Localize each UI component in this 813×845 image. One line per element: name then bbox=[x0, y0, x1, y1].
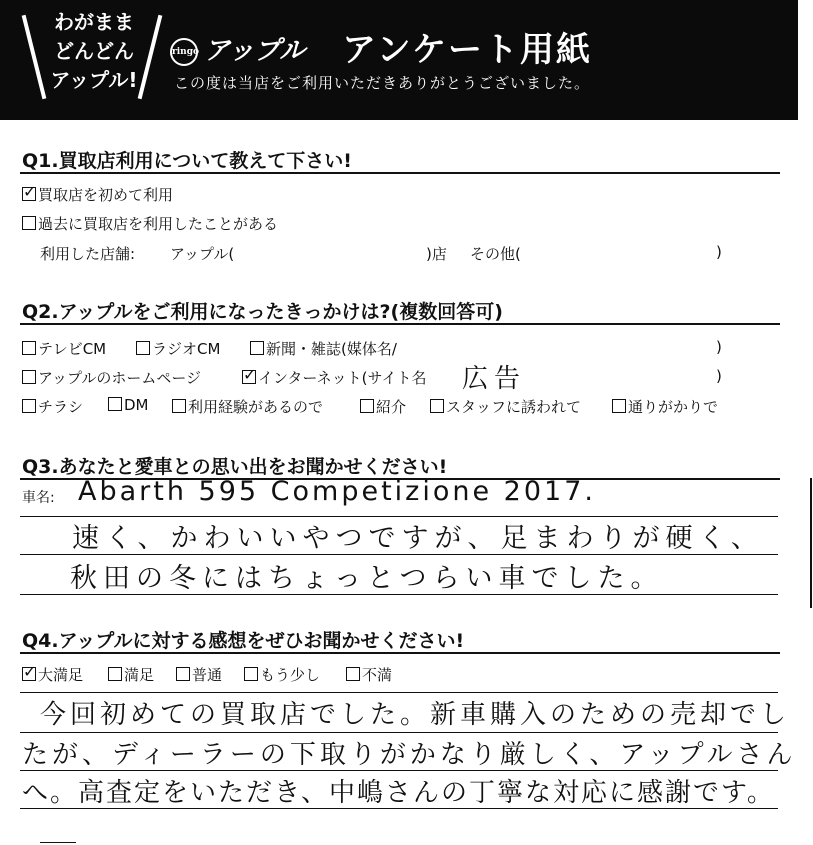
apple-logo-icon: ringo bbox=[170, 38, 198, 66]
option-label: 紹介 bbox=[376, 398, 407, 416]
option-label: アップルのホームページ bbox=[38, 369, 202, 387]
ruled-line bbox=[20, 732, 778, 733]
q2-option[interactable] bbox=[612, 396, 718, 417]
checkbox[interactable] bbox=[172, 399, 186, 413]
divider bbox=[20, 323, 780, 325]
checkbox-checked[interactable] bbox=[242, 370, 256, 384]
ruled-line bbox=[20, 808, 778, 809]
q2-option[interactable] bbox=[22, 338, 106, 359]
apple-logo bbox=[170, 30, 305, 67]
store-suffix: )店 bbox=[426, 245, 447, 263]
q2-option[interactable] bbox=[108, 396, 149, 414]
handwritten-site-name: 広告 bbox=[462, 364, 527, 394]
q2-option[interactable] bbox=[22, 396, 83, 417]
q4-option[interactable] bbox=[346, 664, 392, 685]
car-name-label: 車名: bbox=[22, 490, 55, 506]
checkbox[interactable] bbox=[22, 399, 36, 413]
checkbox[interactable] bbox=[108, 397, 122, 411]
q2-option[interactable] bbox=[430, 396, 581, 417]
option-label: 利用経験があるので bbox=[188, 398, 324, 416]
option-label: DM bbox=[124, 396, 149, 414]
checkbox[interactable] bbox=[360, 399, 374, 413]
checkbox[interactable] bbox=[22, 216, 36, 230]
checkbox[interactable] bbox=[136, 341, 150, 355]
option-label: もう少し bbox=[260, 666, 321, 684]
ruled-line bbox=[20, 554, 778, 555]
q2-title: Q2.アップルをご利用になったきっかけは?(複数回答可) bbox=[22, 301, 503, 323]
handwritten-line: 今回初めての買取店でした。新車購入のための売却でし bbox=[40, 700, 791, 730]
option-label: 不満 bbox=[362, 666, 393, 684]
page-title: アンケート用紙 bbox=[342, 30, 592, 70]
option-label: 買取店を初めて利用 bbox=[38, 186, 174, 204]
header-banner bbox=[0, 0, 798, 120]
checkbox[interactable] bbox=[108, 667, 122, 681]
q2-option[interactable] bbox=[250, 338, 397, 359]
q3-title: Q3.あなたと愛車との思い出をお聞かせください! bbox=[22, 456, 448, 478]
handwritten-line: へ。高査定をいただき、中嶋さんの丁寧な対応に感謝です。 bbox=[22, 778, 775, 808]
q2-option[interactable] bbox=[136, 338, 220, 359]
handwritten-line: 速く、かわいいやつですが、足まわりが硬く、 bbox=[72, 523, 764, 554]
paren-close: ) bbox=[716, 367, 722, 385]
option-label: ラジオCM bbox=[152, 340, 221, 358]
checkbox[interactable] bbox=[244, 667, 258, 681]
q1-option[interactable] bbox=[22, 184, 173, 205]
q2-option[interactable] bbox=[172, 396, 323, 417]
ruled-line bbox=[20, 594, 778, 595]
option-label: 普通 bbox=[192, 666, 223, 684]
store-apple: アップル( bbox=[170, 245, 235, 263]
q2-option[interactable] bbox=[22, 367, 201, 388]
divider bbox=[20, 652, 780, 654]
paren-close: ) bbox=[716, 338, 722, 356]
slogan-line: どんどん bbox=[54, 39, 134, 63]
divider bbox=[20, 172, 780, 174]
ruled-line bbox=[20, 770, 778, 771]
option-label: チラシ bbox=[38, 398, 84, 416]
option-label: インターネット(サイト名 bbox=[258, 369, 427, 387]
checkbox-checked[interactable] bbox=[22, 667, 36, 681]
q4-option[interactable] bbox=[22, 664, 83, 685]
option-label: 新聞・雑誌(媒体名/ bbox=[266, 340, 397, 358]
q4-title: Q4.アップルに対する感想をぜひお聞かせください! bbox=[22, 630, 465, 652]
option-label: テレビCM bbox=[38, 340, 107, 358]
slogan-line: わがまま bbox=[54, 10, 134, 34]
option-label: 大満足 bbox=[38, 666, 84, 684]
footer-mark bbox=[40, 842, 76, 843]
option-label: スタッフに誘われて bbox=[446, 398, 582, 416]
q4-option[interactable] bbox=[176, 664, 222, 685]
checkbox-checked[interactable] bbox=[22, 187, 36, 201]
option-label: 満足 bbox=[124, 666, 155, 684]
store-other: その他( bbox=[470, 245, 521, 263]
logo-text: アップル bbox=[204, 36, 306, 66]
option-label: 過去に買取店を利用したことがある bbox=[38, 215, 279, 233]
checkbox[interactable] bbox=[430, 399, 444, 413]
checkbox[interactable] bbox=[22, 341, 36, 355]
q2-option[interactable] bbox=[360, 396, 406, 417]
q1-title: Q1.買取店利用について教えて下さい! bbox=[22, 150, 352, 172]
checkbox[interactable] bbox=[250, 341, 264, 355]
handwritten-line: 秋田の冬にはちょっとつらい車でした。 bbox=[70, 563, 664, 594]
checkbox[interactable] bbox=[22, 370, 36, 384]
handwritten-car-name: Abarth 595 Competizione 2017. bbox=[78, 476, 596, 507]
page-subtitle: この度は当店をご利用いただきありがとうございました。 bbox=[174, 74, 591, 92]
option-label: 通りがかりで bbox=[628, 398, 719, 416]
slogan bbox=[44, 8, 144, 95]
slash-decoration bbox=[22, 15, 47, 99]
q1-option[interactable] bbox=[22, 213, 278, 234]
ruled-line bbox=[20, 692, 778, 693]
handwritten-line: たが、ディーラーの下取りがかなり厳しく、アップルさん bbox=[22, 740, 797, 770]
margin-mark bbox=[810, 478, 812, 608]
q4-option[interactable] bbox=[108, 664, 154, 685]
store-label: 利用した店舗: bbox=[40, 245, 136, 263]
q4-option[interactable] bbox=[244, 664, 320, 685]
checkbox[interactable] bbox=[612, 399, 626, 413]
slogan-line: アップル! bbox=[50, 68, 138, 92]
q2-option[interactable] bbox=[242, 367, 426, 388]
checkbox[interactable] bbox=[346, 667, 360, 681]
checkbox[interactable] bbox=[176, 667, 190, 681]
store-close: ) bbox=[716, 243, 722, 261]
